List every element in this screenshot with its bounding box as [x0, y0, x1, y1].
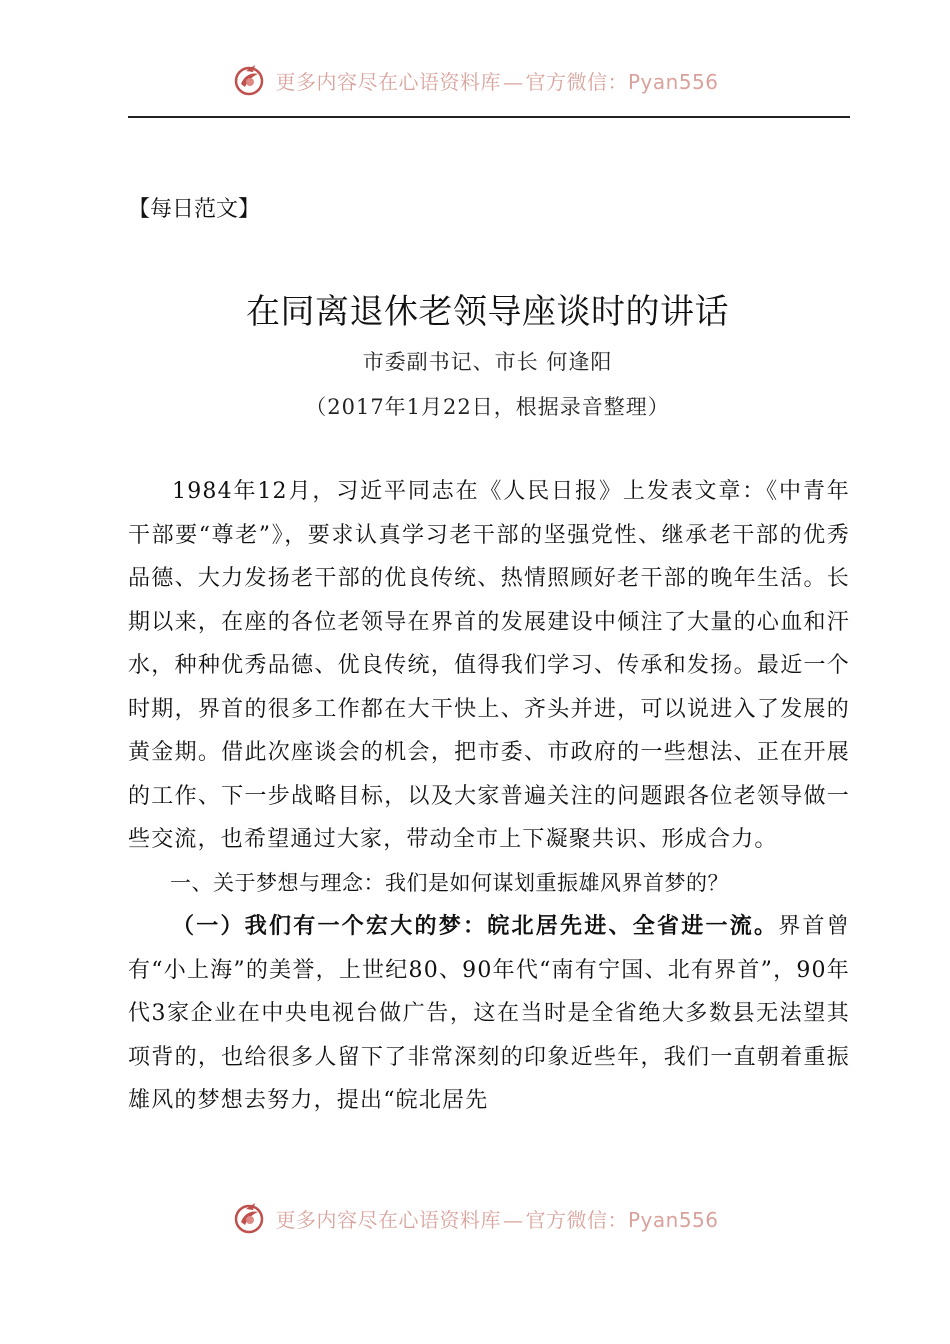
footer-site-text: 更多内容尽在心语资料库: [275, 1207, 501, 1232]
speaker-byline: 市委副书记、市长 何逢阳: [362, 350, 613, 374]
speech-body: [128, 470, 850, 1123]
paragraph-intro: 1984年12月，习近平同志在《人民日报》上发表文章：《中青年干部要“尊老”》，要求认真学习老干部的坚强党性、继承老干部的优秀品德、大力发扬老干部的优良传统、热情照顾好老干部的晚年生活。长期以来，在座的各位老领导在界首的发展建设中倾注了大量的心血和汗水，种种优秀品德、优良传统，值得我们学习、传承和发扬。最近一个时期，界首的很多工作都在大干快上、齐头并进，可以说进入了发展的黄金期。借此次座谈会的机会，把市委、市政府的一些想法、正在开展的工作、下一步战略目标，以及大家普遍关注的问题跟各位老领导做一些交流，也希望通过大家，带动全市上下凝聚共识、形成合力。: [128, 479, 850, 852]
banner-site-text: 更多内容尽在心语资料库: [275, 69, 501, 94]
footer-dash: —: [502, 1207, 524, 1232]
footer-wechat-label: 官方微信：: [525, 1207, 628, 1232]
footer-banner-text: [275, 1204, 718, 1233]
header-banner-text: [275, 66, 718, 95]
rose-pen-logo-icon: [231, 62, 267, 98]
banner-wechat-id: Pyan556: [627, 69, 719, 94]
banner-wechat-label: 官方微信：: [525, 69, 628, 94]
daily-essay-tag: 【每日范文】: [128, 197, 261, 222]
footer-banner: [0, 1196, 950, 1240]
section-heading: 一、关于梦想与理念：我们是如何谋划重振雄风界首梦的？: [170, 870, 729, 895]
sub-heading: （一）我们有一个宏大的梦：皖北居先进、全省进一流。: [172, 913, 779, 939]
header-banner: [0, 58, 950, 102]
header-divider: [128, 116, 850, 118]
speech-date-line: （2017年1月22日，根据录音整理）: [305, 395, 670, 419]
page-title: 在同离退休老领导座谈时的讲话: [246, 292, 729, 332]
paragraph-dream-text: 界首曾有“小上海”的美誉，上世纪80、90年代“南有宁国、北有界首”，90年代3家企业在中央电视台做广告，这在当时是全省绝大多数县无法望其项背的，也给很多人留下了非常深刻的印象近些年，我们一直朝着重振雄风的梦想去努力，提出“皖北居先: [128, 914, 850, 1113]
footer-wechat-id: Pyan556: [627, 1207, 719, 1232]
banner-dash: —: [502, 69, 524, 94]
paragraph-dream: [128, 905, 850, 1123]
rose-pen-logo-icon: [231, 1200, 267, 1236]
